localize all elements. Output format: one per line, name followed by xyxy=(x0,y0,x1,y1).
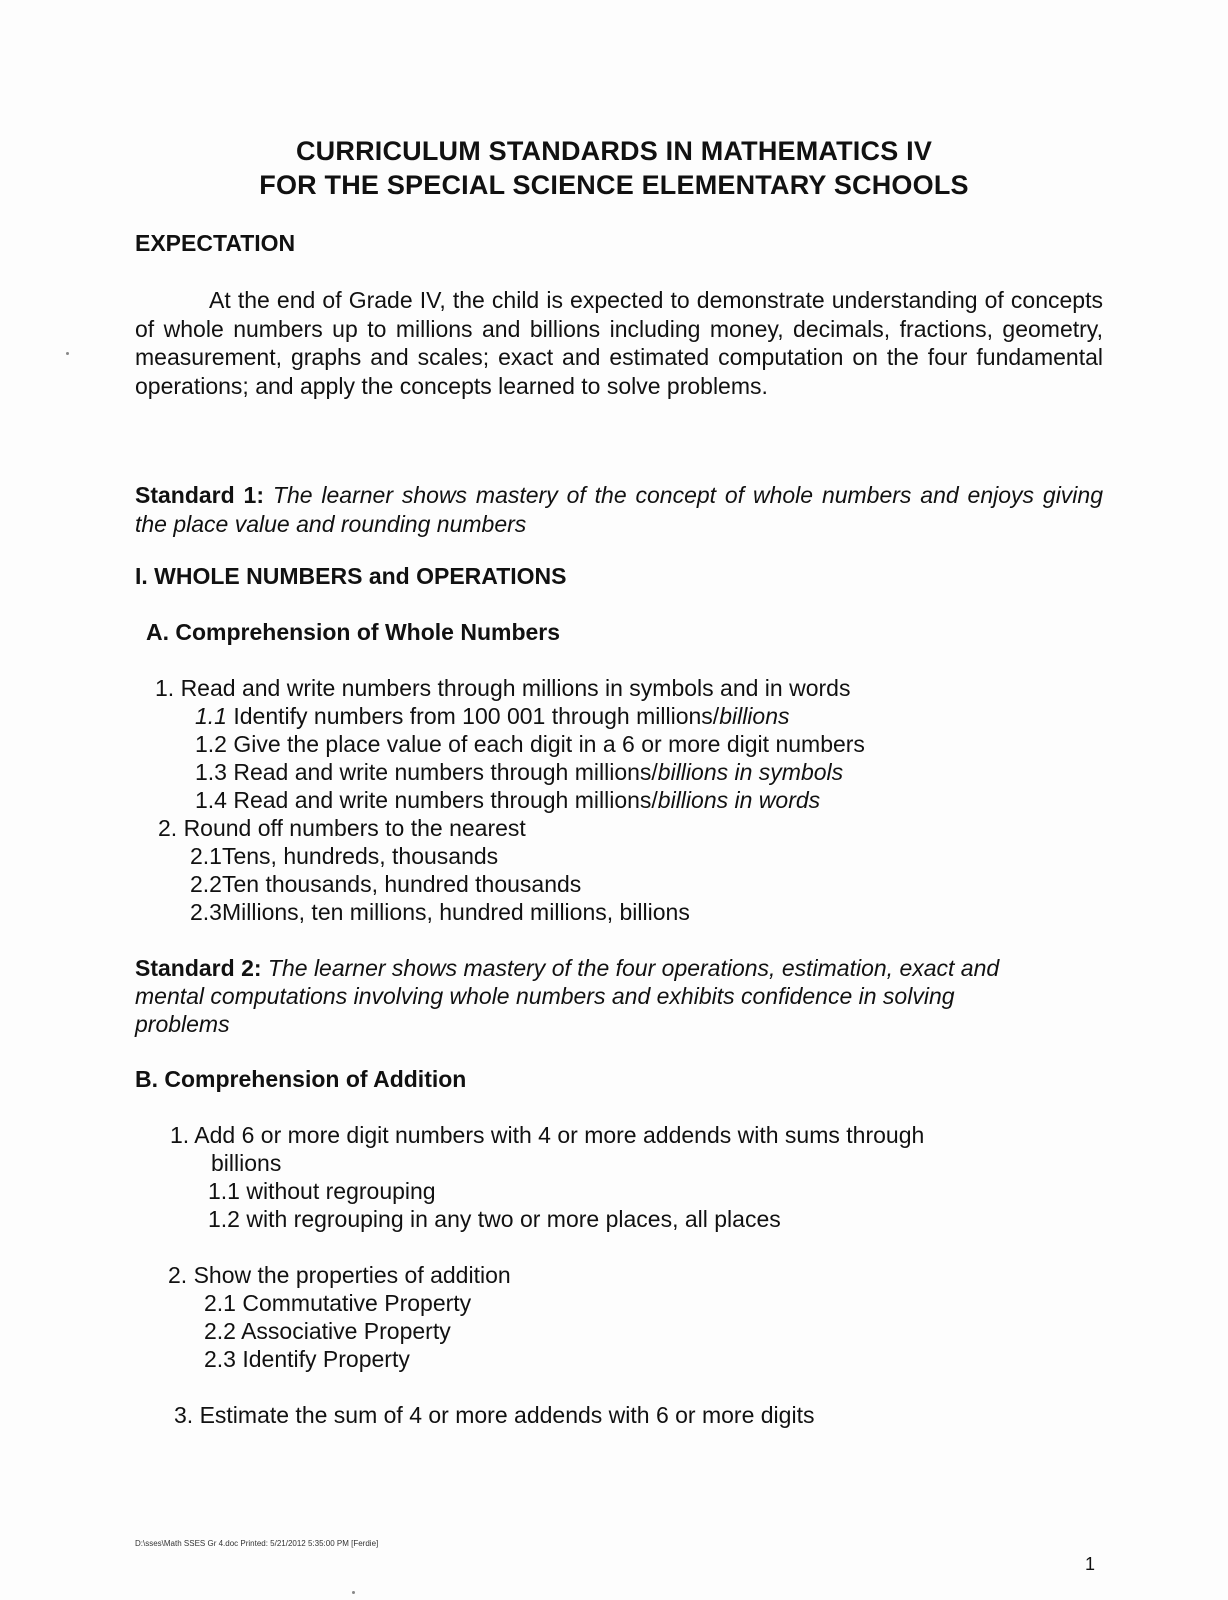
standard-2-text-line-3: problems xyxy=(135,1011,230,1037)
standard-2-text-line-1: The learner shows mastery of the four operations, estimation, exact and xyxy=(267,955,1000,981)
standard-1-text: The learner shows mastery of the concept of whole numbers and enjoys giving the place value and rounding numbers xyxy=(135,482,1103,537)
scan-speck xyxy=(352,1591,355,1594)
standard-1-block xyxy=(135,481,1103,538)
section-b-heading: B. Comprehension of Addition xyxy=(135,1066,467,1092)
expectation-paragraph xyxy=(135,286,1103,400)
section-b-item-2-2: 2.2 Associative Property xyxy=(204,1318,451,1344)
section-a-item-1: 1. Read and write numbers through millions in symbols and in words xyxy=(155,675,851,701)
section-a-item-2-3: 2.3Millions, ten millions, hundred millions, billions xyxy=(190,899,690,925)
page-number: 1 xyxy=(1085,1554,1096,1574)
section-b-item-1-1: 1.1 without regrouping xyxy=(208,1178,436,1204)
section-b-item-1-line-1: 1. Add 6 or more digit numbers with 4 or more addends with sums through xyxy=(170,1122,925,1148)
standard-2-label: Standard 2: xyxy=(135,955,262,981)
standard-2-line-1 xyxy=(135,955,999,982)
document-title-line-2: FOR THE SPECIAL SCIENCE ELEMENTARY SCHOOLS xyxy=(259,170,969,200)
section-b-item-3: 3. Estimate the sum of 4 or more addends with 6 or more digits xyxy=(174,1402,815,1428)
expectation-text: At the end of Grade IV, the child is expected to demonstrate understanding of concepts of whole numbers up to millions and billions including money, decimals, fractions, geometry, measurement, graphs and scales; exact and estimated computation on the four fundamental operations; and apply the concepts learned to solve problems. xyxy=(135,287,1103,399)
section-a-heading: A. Comprehension of Whole Numbers xyxy=(146,619,561,645)
section-a-item-1-3-italic: billions in symbols xyxy=(657,759,844,785)
standard-1-label: Standard 1: xyxy=(135,482,265,508)
section-a-item-1-1-italic: billions xyxy=(719,703,790,729)
section-a-item-1-3-text: 1.3 Read and write numbers through millions/ xyxy=(195,759,658,785)
section-a-item-2-2: 2.2Ten thousands, hundred thousands xyxy=(190,871,582,897)
section-b-item-1-line-2: billions xyxy=(211,1150,282,1176)
section-a-item-1-1 xyxy=(195,703,790,730)
section-a-item-1-3 xyxy=(195,759,843,786)
section-a-item-1-4-text: 1.4 Read and write numbers through millions/ xyxy=(195,787,658,813)
section-a-item-1-4-italic: billions in words xyxy=(657,787,821,813)
section-a-item-2-1: 2.1Tens, hundreds, thousands xyxy=(190,843,499,869)
section-b-item-2-1: 2.1 Commutative Property xyxy=(204,1290,472,1316)
scan-speck xyxy=(66,352,69,355)
section-a-item-1-4 xyxy=(195,787,820,814)
section-b-item-1-2: 1.2 with regrouping in any two or more places, all places xyxy=(208,1206,781,1232)
section-b-item-2-3: 2.3 Identify Property xyxy=(204,1346,410,1372)
expectation-heading: EXPECTATION xyxy=(135,230,296,256)
footer-file-path: D:\sses\Math SSES Gr 4.doc Printed: 5/21/2012 5:35:00 PM [Ferdie] xyxy=(135,1539,379,1548)
section-a-item-1-1-text: Identify numbers from 100 001 through millions/ xyxy=(233,703,720,729)
section-a-item-1-2: 1.2 Give the place value of each digit in a 6 or more digit numbers xyxy=(195,731,865,757)
section-b-item-2: 2. Show the properties of addition xyxy=(168,1262,511,1288)
section-a-item-1-1-number: 1.1 xyxy=(195,703,227,729)
section-1-heading: I. WHOLE NUMBERS and OPERATIONS xyxy=(135,563,567,589)
document-title-line-1: CURRICULUM STANDARDS IN MATHEMATICS IV xyxy=(295,136,933,166)
standard-2-text-line-2: mental computations involving whole numbers and exhibits confidence in solving xyxy=(135,983,955,1009)
section-a-item-2: 2. Round off numbers to the nearest xyxy=(158,815,526,841)
